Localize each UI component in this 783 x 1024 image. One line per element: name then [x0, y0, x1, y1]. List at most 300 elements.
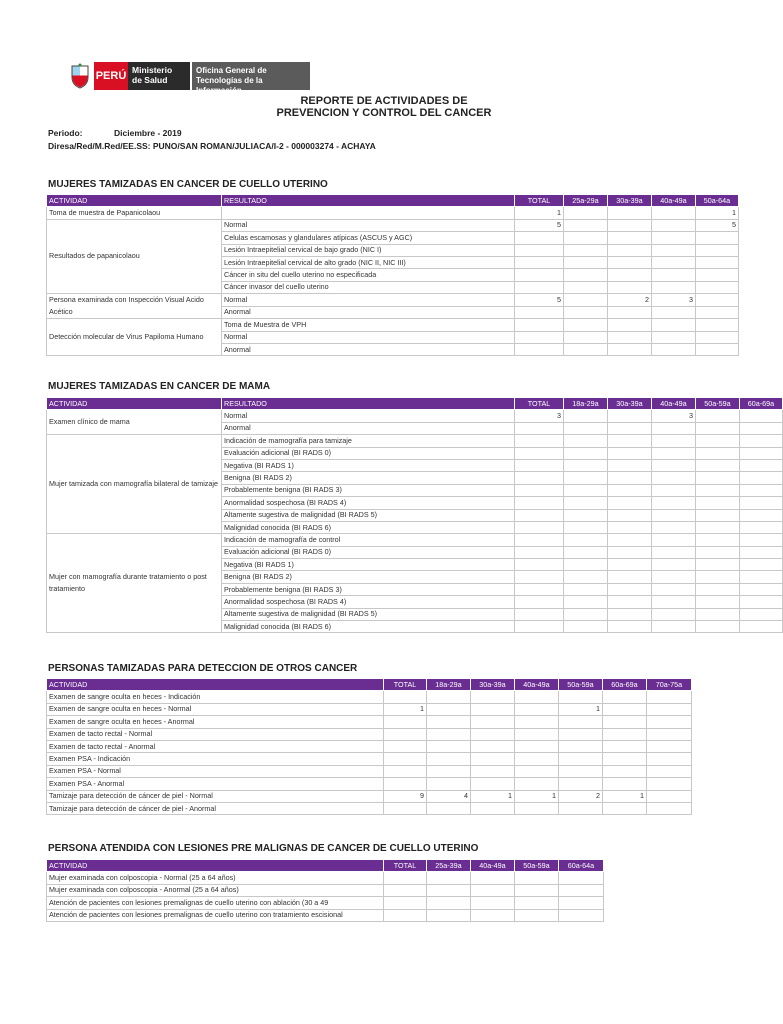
value-cell [564, 232, 608, 244]
activity-cell: Examen de tacto rectal - Normal [47, 728, 384, 740]
value-cell [696, 608, 740, 620]
value-cell [471, 909, 515, 921]
value-cell [608, 472, 652, 484]
value-cell [608, 559, 652, 571]
value-cell [515, 596, 564, 608]
column-header: 18a-29a [564, 398, 608, 410]
value-cell [559, 872, 604, 884]
activity-cell: Examen PSA - Anormal [47, 778, 384, 790]
value-cell [608, 207, 652, 219]
value-cell [696, 410, 740, 422]
table-row [47, 790, 692, 802]
value-cell: 1 [603, 790, 647, 802]
table-row [47, 207, 739, 219]
result-cell: Negativa (BI RADS 1) [222, 459, 515, 471]
table-row [47, 410, 783, 422]
value-cell [384, 765, 427, 777]
value-cell [652, 207, 696, 219]
result-cell: Normal [222, 410, 515, 422]
value-cell [696, 583, 740, 595]
activity-cell: Resultados de papanicolaou [47, 219, 222, 293]
value-cell [696, 244, 739, 256]
value-cell [564, 571, 608, 583]
table-header-row [47, 398, 783, 410]
value-cell [564, 583, 608, 595]
value-cell [471, 728, 515, 740]
column-header: 30a-39a [471, 679, 515, 691]
value-cell [559, 884, 604, 896]
value-cell [740, 422, 783, 434]
value-cell [603, 728, 647, 740]
value-cell [603, 778, 647, 790]
value-cell [647, 765, 692, 777]
value-cell [608, 232, 652, 244]
activity-cell: Mujer examinada con colposcopia - Normal (25 a 64 años) [47, 872, 384, 884]
value-cell [427, 778, 471, 790]
column-header: 40a-49a [652, 195, 696, 207]
column-header: RESULTADO [222, 398, 515, 410]
value-cell: 3 [515, 410, 564, 422]
table-row [47, 294, 739, 307]
value-cell: 2 [608, 294, 652, 307]
value-cell [652, 497, 696, 509]
value-cell [427, 740, 471, 752]
value-cell [515, 608, 564, 620]
value-cell [608, 343, 652, 355]
value-cell [515, 621, 564, 633]
value-cell [608, 497, 652, 509]
result-cell: Altamente sugestiva de malignidad (BI RADS 5) [222, 509, 515, 521]
column-header: 40a-49a [515, 679, 559, 691]
column-header: ACTIVIDAD [47, 860, 384, 872]
activity-cell: Examen de tacto rectal - Anormal [47, 740, 384, 752]
peru-label: PERÚ [94, 62, 128, 90]
value-cell [427, 691, 471, 703]
value-cell [696, 472, 740, 484]
value-cell [515, 281, 564, 293]
value-cell [608, 583, 652, 595]
value-cell [696, 294, 739, 307]
value-cell [471, 897, 515, 909]
column-header: 70a-75a [647, 679, 692, 691]
value-cell [564, 472, 608, 484]
value-cell [608, 331, 652, 343]
column-header: 18a-29a [427, 679, 471, 691]
value-cell [608, 596, 652, 608]
result-cell: Anormal [222, 343, 515, 355]
value-cell: 3 [652, 294, 696, 307]
value-cell [471, 884, 515, 896]
value-cell: 1 [559, 703, 603, 715]
column-header: 60a-69a [603, 679, 647, 691]
section-premalignant-title: PERSONA ATENDIDA CON LESIONES PRE MALIGNAS DE CANCER DE CUELLO UTERINO [48, 843, 479, 854]
result-cell: Anormalidad sospechosa (BI RADS 4) [222, 596, 515, 608]
value-cell [740, 546, 783, 558]
value-cell [471, 802, 515, 814]
value-cell [608, 521, 652, 533]
result-cell: Altamente sugestiva de malignidad (BI RADS 5) [222, 608, 515, 620]
value-cell [696, 331, 739, 343]
value-cell [384, 909, 427, 921]
table-row [47, 897, 604, 909]
value-cell [740, 410, 783, 422]
value-cell [696, 319, 739, 331]
value-cell: 5 [515, 219, 564, 231]
result-cell: Normal [222, 219, 515, 231]
value-cell [515, 534, 564, 546]
value-cell [652, 521, 696, 533]
value-cell [515, 872, 559, 884]
value-cell [740, 497, 783, 509]
activity-cell: Atención de pacientes con lesiones premalignas de cuello uterino con ablación (30 a 49 [47, 897, 384, 909]
value-cell [559, 765, 603, 777]
value-cell [696, 422, 740, 434]
value-cell [384, 753, 427, 765]
activity-cell: Detección molecular de Virus Papiloma Humano [47, 319, 222, 356]
value-cell [564, 281, 608, 293]
value-cell [603, 716, 647, 728]
value-cell: 1 [384, 703, 427, 715]
value-cell [515, 509, 564, 521]
value-cell [559, 728, 603, 740]
activity-cell: Tamizaje para detección de cáncer de piel - Normal [47, 790, 384, 802]
value-cell [652, 232, 696, 244]
value-cell: 5 [696, 219, 739, 231]
value-cell [608, 219, 652, 231]
period-value: Diciembre - 2019 [114, 128, 182, 138]
result-cell: Cáncer invasor del cuello uterino [222, 281, 515, 293]
value-cell [515, 753, 559, 765]
value-cell [515, 521, 564, 533]
result-cell: Lesión Intraepitelial cervical de bajo grado (NIC I) [222, 244, 515, 256]
activity-cell: Mujer tamizada con mamografía bilateral de tamizaje [47, 435, 222, 534]
value-cell [603, 802, 647, 814]
value-cell [564, 435, 608, 447]
value-cell [515, 571, 564, 583]
value-cell [427, 765, 471, 777]
value-cell [608, 435, 652, 447]
value-cell [515, 909, 559, 921]
result-cell: Indicación de mamografía de control [222, 534, 515, 546]
value-cell [608, 306, 652, 319]
value-cell [564, 447, 608, 459]
value-cell [515, 716, 559, 728]
table-row [47, 884, 604, 896]
table-row [47, 765, 692, 777]
value-cell [696, 571, 740, 583]
value-cell [515, 256, 564, 268]
activity-cell: Tamizaje para detección de cáncer de piel - Anormal [47, 802, 384, 814]
table-row [47, 703, 692, 715]
value-cell [647, 740, 692, 752]
value-cell [515, 484, 564, 496]
value-cell [696, 596, 740, 608]
value-cell [652, 219, 696, 231]
column-header: 25a-29a [564, 195, 608, 207]
table-row [47, 740, 692, 752]
column-header: 50a-59a [515, 860, 559, 872]
value-cell [515, 802, 559, 814]
column-header: ACTIVIDAD [47, 679, 384, 691]
value-cell [608, 269, 652, 281]
value-cell [696, 484, 740, 496]
value-cell [696, 459, 740, 471]
ministry-line-1: Ministerio [132, 65, 173, 75]
value-cell [515, 319, 564, 331]
value-cell [471, 778, 515, 790]
value-cell [559, 909, 604, 921]
value-cell [384, 884, 427, 896]
value-cell [652, 244, 696, 256]
column-header: 60a-69a [740, 398, 783, 410]
column-header: RESULTADO [222, 195, 515, 207]
value-cell [608, 256, 652, 268]
value-cell [696, 343, 739, 355]
value-cell [515, 435, 564, 447]
value-cell [696, 269, 739, 281]
value-cell [696, 497, 740, 509]
value-cell [740, 484, 783, 496]
value-cell [564, 219, 608, 231]
value-cell [384, 897, 427, 909]
table-header-row [47, 195, 739, 207]
value-cell [427, 703, 471, 715]
value-cell [427, 728, 471, 740]
value-cell [471, 691, 515, 703]
value-cell [564, 410, 608, 422]
value-cell [427, 909, 471, 921]
table-row [47, 778, 692, 790]
value-cell [603, 740, 647, 752]
report-title-line-2: PREVENCION Y CONTROL DEL CANCER [276, 107, 492, 119]
result-cell: Malignidad conocida (BI RADS 6) [222, 521, 515, 533]
value-cell [652, 509, 696, 521]
table-row [47, 728, 692, 740]
result-cell: Anormalidad sospechosa (BI RADS 4) [222, 497, 515, 509]
table-row [47, 753, 692, 765]
value-cell: 1 [696, 207, 739, 219]
value-cell: 1 [471, 790, 515, 802]
column-header: 25a-39a [427, 860, 471, 872]
value-cell [652, 546, 696, 558]
result-cell: Benigna (BI RADS 2) [222, 571, 515, 583]
value-cell [647, 753, 692, 765]
value-cell [515, 583, 564, 595]
result-cell: Evaluación adicional (BI RADS 0) [222, 546, 515, 558]
value-cell [515, 447, 564, 459]
value-cell [608, 459, 652, 471]
result-cell: Indicación de mamografía para tamizaje [222, 435, 515, 447]
activity-cell: Atención de pacientes con lesiones premalignas de cuello uterino con tratamiento escisional [47, 909, 384, 921]
value-cell [696, 546, 740, 558]
value-cell [608, 571, 652, 583]
value-cell [652, 583, 696, 595]
value-cell [696, 559, 740, 571]
value-cell: 4 [427, 790, 471, 802]
value-cell [384, 740, 427, 752]
value-cell [559, 740, 603, 752]
result-cell: Probablemente benigna (BI RADS 3) [222, 583, 515, 595]
value-cell [652, 621, 696, 633]
value-cell [652, 343, 696, 355]
breast-screening-table [46, 397, 783, 633]
value-cell [603, 765, 647, 777]
value-cell [564, 244, 608, 256]
value-cell [696, 621, 740, 633]
value-cell: 1 [515, 790, 559, 802]
value-cell [471, 703, 515, 715]
value-cell [740, 447, 783, 459]
value-cell [652, 459, 696, 471]
value-cell [696, 306, 739, 319]
value-cell [647, 790, 692, 802]
value-cell [652, 281, 696, 293]
result-cell: Normal [222, 331, 515, 343]
value-cell [564, 596, 608, 608]
value-cell [559, 897, 604, 909]
activity-cell: Examen PSA - Indicación [47, 753, 384, 765]
value-cell [471, 740, 515, 752]
value-cell [384, 802, 427, 814]
section-cervical-title: MUJERES TAMIZADAS EN CANCER DE CUELLO UTERINO [48, 179, 328, 190]
column-header: TOTAL [384, 679, 427, 691]
value-cell [647, 728, 692, 740]
value-cell [608, 422, 652, 434]
value-cell: 1 [515, 207, 564, 219]
value-cell [652, 559, 696, 571]
value-cell [564, 559, 608, 571]
value-cell [427, 716, 471, 728]
value-cell [515, 884, 559, 896]
value-cell [564, 343, 608, 355]
value-cell [696, 232, 739, 244]
column-header: TOTAL [515, 398, 564, 410]
value-cell [384, 872, 427, 884]
value-cell [564, 294, 608, 307]
value-cell [696, 256, 739, 268]
value-cell [564, 306, 608, 319]
value-cell [652, 484, 696, 496]
result-cell [222, 207, 515, 219]
value-cell [384, 716, 427, 728]
activity-cell: Examen de sangre oculta en heces - Normal [47, 703, 384, 715]
activity-cell: Mujer con mamografía durante tratamiento o post tratamiento [47, 534, 222, 633]
value-cell [740, 459, 783, 471]
premalignant-table [46, 859, 604, 922]
value-cell [647, 716, 692, 728]
result-cell: Cáncer in situ del cuello uterino no especificada [222, 269, 515, 281]
column-header: 60a-64a [559, 860, 604, 872]
cervical-screening-table [46, 194, 739, 356]
value-cell: 9 [384, 790, 427, 802]
value-cell [471, 753, 515, 765]
value-cell [515, 728, 559, 740]
table-row [47, 691, 692, 703]
value-cell [608, 484, 652, 496]
value-cell [603, 691, 647, 703]
value-cell [696, 447, 740, 459]
value-cell [559, 716, 603, 728]
minsa-logo [66, 62, 310, 95]
table-row [47, 534, 783, 546]
value-cell [384, 728, 427, 740]
value-cell [384, 691, 427, 703]
column-header: 50a-59a [559, 679, 603, 691]
column-header: 50a-64a [696, 195, 739, 207]
section-other-cancer-title: PERSONAS TAMIZADAS PARA DETECCION DE OTROS CANCER [48, 663, 358, 674]
result-cell: Lesión Intraepitelial cervical de alto grado (NIC II, NIC III) [222, 256, 515, 268]
column-header: 40a-49a [652, 398, 696, 410]
value-cell [696, 281, 739, 293]
value-cell [652, 596, 696, 608]
value-cell [564, 534, 608, 546]
value-cell [564, 207, 608, 219]
value-cell [515, 232, 564, 244]
value-cell [652, 472, 696, 484]
value-cell [608, 509, 652, 521]
value-cell [652, 331, 696, 343]
result-cell: Anormal [222, 422, 515, 434]
value-cell [515, 778, 559, 790]
value-cell [652, 571, 696, 583]
value-cell [740, 596, 783, 608]
value-cell [515, 472, 564, 484]
value-cell [652, 447, 696, 459]
value-cell [559, 753, 603, 765]
table-row [47, 802, 692, 814]
location-label: Diresa/Red/M.Red/EE.SS: PUNO/SAN ROMAN/JULIACA/I-2 - 000003274 - ACHAYA [48, 141, 376, 151]
column-header: TOTAL [384, 860, 427, 872]
value-cell [740, 583, 783, 595]
column-header: 40a-49a [471, 860, 515, 872]
value-cell [740, 608, 783, 620]
value-cell [696, 534, 740, 546]
value-cell [515, 497, 564, 509]
value-cell [515, 422, 564, 434]
value-cell [652, 269, 696, 281]
office-line-2: Tecnologías de la Información [196, 76, 263, 95]
value-cell [471, 765, 515, 777]
value-cell [740, 534, 783, 546]
table-row [47, 319, 739, 331]
value-cell [652, 435, 696, 447]
column-header: 30a-39a [608, 195, 652, 207]
value-cell [559, 778, 603, 790]
value-cell [471, 716, 515, 728]
table-row [47, 872, 604, 884]
value-cell [740, 521, 783, 533]
value-cell [515, 546, 564, 558]
value-cell [564, 497, 608, 509]
value-cell [559, 802, 603, 814]
value-cell [603, 703, 647, 715]
column-header: 50a-59a [696, 398, 740, 410]
result-cell: Celulas escamosas y glandulares atípicas (ASCUS y AGC) [222, 232, 515, 244]
value-cell [608, 546, 652, 558]
value-cell [564, 608, 608, 620]
value-cell [427, 802, 471, 814]
table-row [47, 435, 783, 447]
value-cell: 2 [559, 790, 603, 802]
table-row [47, 716, 692, 728]
value-cell [559, 691, 603, 703]
activity-cell: Toma de muestra de Papanicolaou [47, 207, 222, 219]
value-cell [608, 621, 652, 633]
value-cell [515, 703, 559, 715]
result-cell: Benigna (BI RADS 2) [222, 472, 515, 484]
value-cell [740, 435, 783, 447]
activity-cell: Examen de sangre oculta en heces - Anormal [47, 716, 384, 728]
